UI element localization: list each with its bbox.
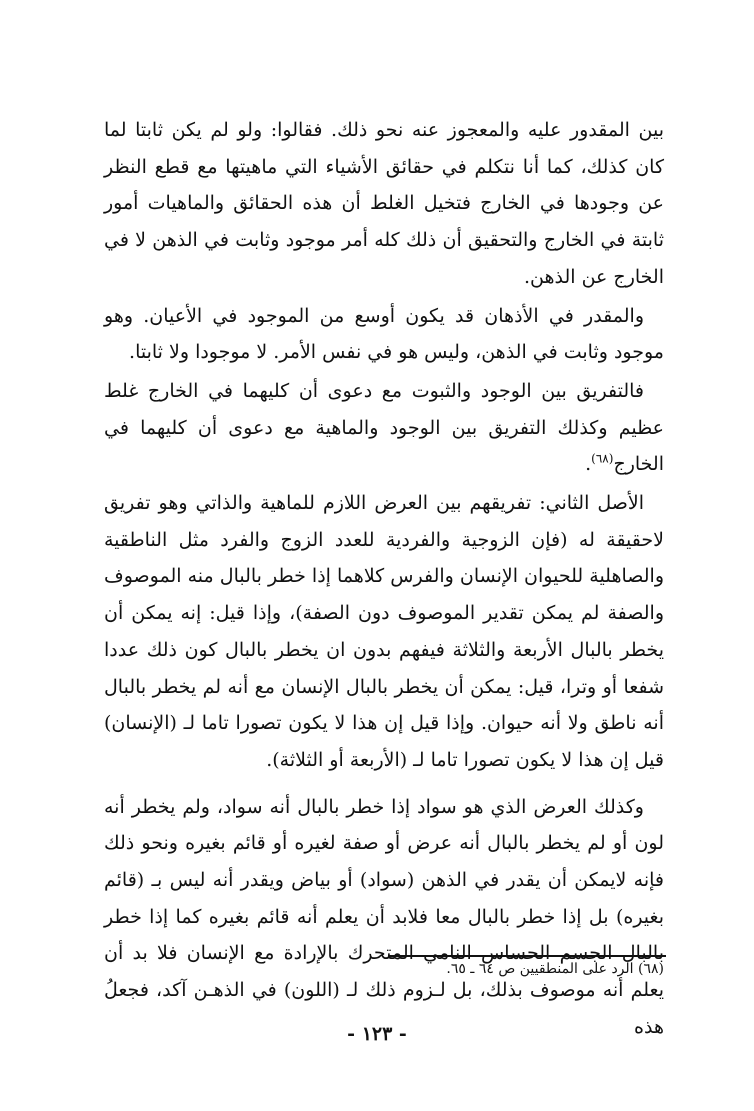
- footnote-reference[interactable]: (٦٨): [591, 452, 614, 466]
- paragraph-3: [104, 373, 664, 483]
- paragraph-1: بين المقدور عليه والمعجوز عنه نحو ذلك. فقالوا: ولو لم يكن ثابتا لما كان كذلك، كما أنا نتكلم في حقائق الأشياء التي ماهيتها مع قطع النظر عن وجودها في الخارج فتخيل الغلط أن هذه الحقائق والماهيات أمور ثابتة في الخارج والتحقيق أن ذلك كله أمر موجود وثابت في الذهن لا في الخارج عن الذهن.: [104, 119, 664, 288]
- footnote-divider: [388, 955, 666, 957]
- paragraph-4: الأصل الثاني: تفريقهم بين العرض اللازم للماهية والذاتي وهو تفريق لاحقيقة له (فإن الزوجية والفردية للعدد الزوج والفرد مثل الناطقية والصاهلية للحيوان الإنسان والفرس كلاهما إذا خطر بالبال منه الموصوف والصفة لم يمكن تقدير الموصوف دون الصفة)، وإذا قيل: إنه يمكن أن يخطر بالبال الأربعة والثلاثة فيفهم بدون ان يخطر بالبال كون ذلك عددا شفعا أو وترا، قيل: يمكن أن يخطر بالبال الإنسان مع أنه لم يخطر بالبال أنه ناطق ولا أنه حيوان. وإذا قيل إن هذا لا يكون تصورا تاما لـ (الإنسان) قيل إن هذا لا يكون تصورا تاما لـ (الأربعة أو الثلاثة).: [104, 492, 664, 771]
- paragraph-5: وكذلك العرض الذي هو سواد إذا خطر بالبال أنه سواد، ولم يخطر أنه لون أو لم يخطر بالبال أنه عرض أو صفة لغيره أو قائم بغيره ونحو ذلك فإنه لايمكن أن يقدر في الذهن (سواد) أو بياض ويقدر أنه ليس بـ (قائم بغيره) بل إذا خطر بالبال معا فلابد أن يعلم أنه قائم بغيره كما إذا خطر بالبال الجسم الحساس النامي المتحرك بالإرادة مع الإنسان فلا بد أن يعلم أنه موصوف بذلك، بل لـزوم ذلك لـ (اللون) في الذهـن آكد، فجعلُ هذه: [104, 795, 664, 1038]
- paragraph-3-suffix: .: [585, 453, 592, 476]
- footnote: (٦٨) الرد على المنطقيين ص ٦٤ ـ ٦٥.: [446, 961, 664, 977]
- paragraph-3-text: فالتفريق بين الوجود والثبوت مع دعوى أن كليهما في الخارج غلط عظيم وكذلك التفريق بين الوجود والماهية مع دعوى أن كليهما في الخارج: [104, 379, 664, 476]
- main-text: [104, 112, 664, 1048]
- page-number: - ١٢٣ -: [347, 1023, 407, 1045]
- paragraph-2: والمقدر في الأذهان قد يكون أوسع من الموجود في الأعيان. وهو موجود وثابت في الذهن، وليس هو في نفس الأمر. لا موجودا ولا ثابتا.: [104, 304, 664, 364]
